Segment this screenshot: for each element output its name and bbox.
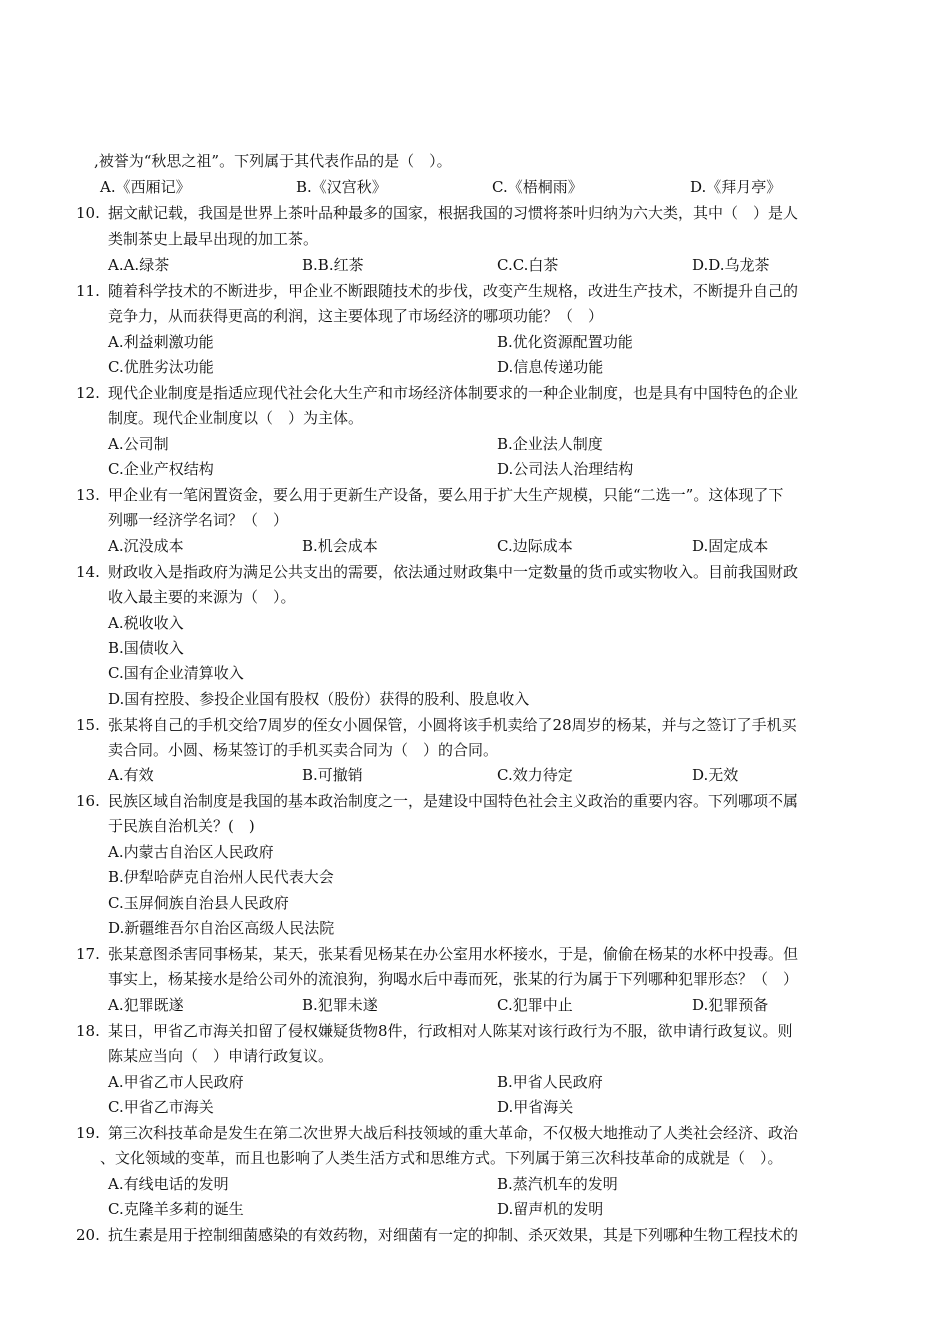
q14-option-d: D.国有控股、参投企业国有股权（股份）获得的股利、股息收入 <box>108 690 530 708</box>
question-14-text: 收入最主要的来源为（ ）。 <box>108 588 296 606</box>
question-12-text: 制度。现代企业制度以（ ）为主体。 <box>108 409 364 427</box>
question-17-text: 张某意图杀害同事杨某，某天，张某看见杨某在办公室用水杯接水，于是，偷偷在杨某的水杯中投毒。但 <box>108 945 799 963</box>
q13-option-c: C.边际成本 <box>497 537 573 555</box>
question-11-text: 随着科学技术的不断进步，甲企业不断跟随技术的步伐，改变产生规格，改进生产技术，不断提升自己的 <box>108 282 799 300</box>
q9-option-a: A.《西厢记》 <box>100 178 191 196</box>
question-13-text: 甲企业有一笔闲置资金，要么用于更新生产设备，要么用于扩大生产规模，只能“二选一”。这体现了下 <box>108 486 784 504</box>
q13-option-b: B.机会成本 <box>302 537 378 555</box>
q17-option-a: A.犯罪既遂 <box>108 996 184 1014</box>
question-11-number: 11. <box>76 282 100 300</box>
q12-option-b: B.企业法人制度 <box>497 435 603 453</box>
q17-option-c: C.犯罪中止 <box>497 996 573 1014</box>
q18-option-b: B.甲省人民政府 <box>497 1073 603 1091</box>
q17-option-b: B.犯罪未遂 <box>302 996 378 1014</box>
q11-option-c: C.优胜劣汰功能 <box>108 358 214 376</box>
q11-option-a: A.利益刺激功能 <box>108 333 214 351</box>
question-20-text: 抗生素是用于控制细菌感染的有效药物，对细菌有一定的抑制、杀灭效果，其是下列哪种生物工程技术的 <box>108 1226 799 1244</box>
q19-option-d: D.留声机的发明 <box>497 1200 604 1218</box>
q11-option-b: B.优化资源配置功能 <box>497 333 633 351</box>
question-10-text: 据文献记载，我国是世界上茶叶品种最多的国家，根据我国的习惯将茶叶归纳为六大类，其中（ ）是人 <box>108 204 799 222</box>
question-13-text: 列哪一经济学名词？（ ） <box>108 511 289 529</box>
q15-option-c: C.效力待定 <box>497 766 573 784</box>
q12-option-c: C.企业产权结构 <box>108 460 214 478</box>
q10-option-b: B.B.红茶 <box>302 256 364 274</box>
q16-option-c: C.玉屏侗族自治县人民政府 <box>108 894 289 912</box>
q14-option-b: B.国债收入 <box>108 639 184 657</box>
q15-option-b: B.可撤销 <box>302 766 363 784</box>
question-19-text: 、文化领域的变革，而且也影响了人类生活方式和思维方式。下列属于第三次科技革命的成就是（ ）。 <box>100 1149 783 1167</box>
q9-option-b: B.《汉宫秋》 <box>296 178 387 196</box>
q14-option-c: C.国有企业清算收入 <box>108 664 244 682</box>
q10-option-c: C.C.白茶 <box>497 256 559 274</box>
question-18-text: 陈某应当向（ ）申请行政复议。 <box>108 1047 334 1065</box>
question-12-text: 现代企业制度是指适应现代社会化大生产和市场经济体制要求的一种企业制度，也是具有中国特色的企业 <box>108 384 799 402</box>
q13-option-d: D.固定成本 <box>692 537 769 555</box>
q12-option-d: D.公司法人治理结构 <box>497 460 634 478</box>
q16-option-a: A.内蒙古自治区人民政府 <box>108 843 274 861</box>
question-14-text: 财政收入是指政府为满足公共支出的需要，依法通过财政集中一定数量的货币或实物收入。目前我国财政 <box>108 563 799 581</box>
q19-option-a: A.有线电话的发明 <box>108 1175 229 1193</box>
q11-option-d: D.信息传递功能 <box>497 358 604 376</box>
q15-option-d: D.无效 <box>692 766 739 784</box>
q9-option-c: C.《梧桐雨》 <box>492 178 583 196</box>
question-10-text: 类制茶史上最早出现的加工茶。 <box>108 230 319 248</box>
q19-option-b: B.蒸汽机车的发明 <box>497 1175 618 1193</box>
question-19-number: 19. <box>76 1124 100 1142</box>
q14-option-a: A.税收收入 <box>108 614 184 632</box>
q10-option-d: D.D.乌龙茶 <box>692 256 770 274</box>
question-15-text: 卖合同。小圆、杨某签订的手机买卖合同为（ ）的合同。 <box>108 741 499 759</box>
q16-option-b: B.伊犁哈萨克自治州人民代表大会 <box>108 868 334 886</box>
question-17-text: 事实上，杨某接水是给公司外的流浪狗，狗喝水后中毒而死，张某的行为属于下列哪种犯罪形态？（ ） <box>108 970 799 988</box>
q16-option-d: D.新疆维吾尔自治区高级人民法院 <box>108 919 335 937</box>
question-12-number: 12. <box>76 384 100 402</box>
question-13-number: 13. <box>76 486 100 504</box>
q10-option-a: A.A.绿茶 <box>108 256 170 274</box>
question-9-tail-text: ,被誉为“秋思之祖”。下列属于其代表作品的是（ ）。 <box>94 152 452 170</box>
q19-option-c: C.克隆羊多莉的诞生 <box>108 1200 244 1218</box>
question-11-text: 竞争力，从而获得更高的利润，这主要体现了市场经济的哪项功能？（ ） <box>108 307 604 325</box>
question-14-number: 14. <box>76 563 100 581</box>
q18-option-a: A.甲省乙市人民政府 <box>108 1073 244 1091</box>
question-19-text: 第三次科技革命是发生在第二次世界大战后科技领域的重大革命，不仅极大地推动了人类社会经济、政治 <box>108 1124 799 1142</box>
q17-option-d: D.犯罪预备 <box>692 996 769 1014</box>
question-18-number: 18. <box>76 1022 100 1040</box>
question-17-number: 17. <box>76 945 100 963</box>
question-18-text: 某日，甲省乙市海关扣留了侵权嫌疑货物8件，行政相对人陈某对该行政行为不服，欲申请行政复议。则 <box>108 1022 793 1040</box>
question-10-number: 10. <box>76 204 100 222</box>
question-15-text: 张某将自己的手机交给7周岁的侄女小圆保管，小圆将该手机卖给了28周岁的杨某，并与之签订了手机买 <box>108 716 797 734</box>
question-16-text: 民族区域自治制度是我国的基本政治制度之一，是建设中国特色社会主义政治的重要内容。下列哪项不属 <box>108 792 799 810</box>
q15-option-a: A.有效 <box>108 766 154 784</box>
question-20-number: 20. <box>76 1226 100 1244</box>
q12-option-a: A.公司制 <box>108 435 169 453</box>
q9-option-d: D.《拜月亭》 <box>690 178 782 196</box>
q18-option-d: D.甲省海关 <box>497 1098 574 1116</box>
question-16-text: 于民族自治机关？( ) <box>108 817 255 835</box>
q18-option-c: C.甲省乙市海关 <box>108 1098 214 1116</box>
question-15-number: 15. <box>76 716 100 734</box>
q13-option-a: A.沉没成本 <box>108 537 184 555</box>
question-16-number: 16. <box>76 792 100 810</box>
